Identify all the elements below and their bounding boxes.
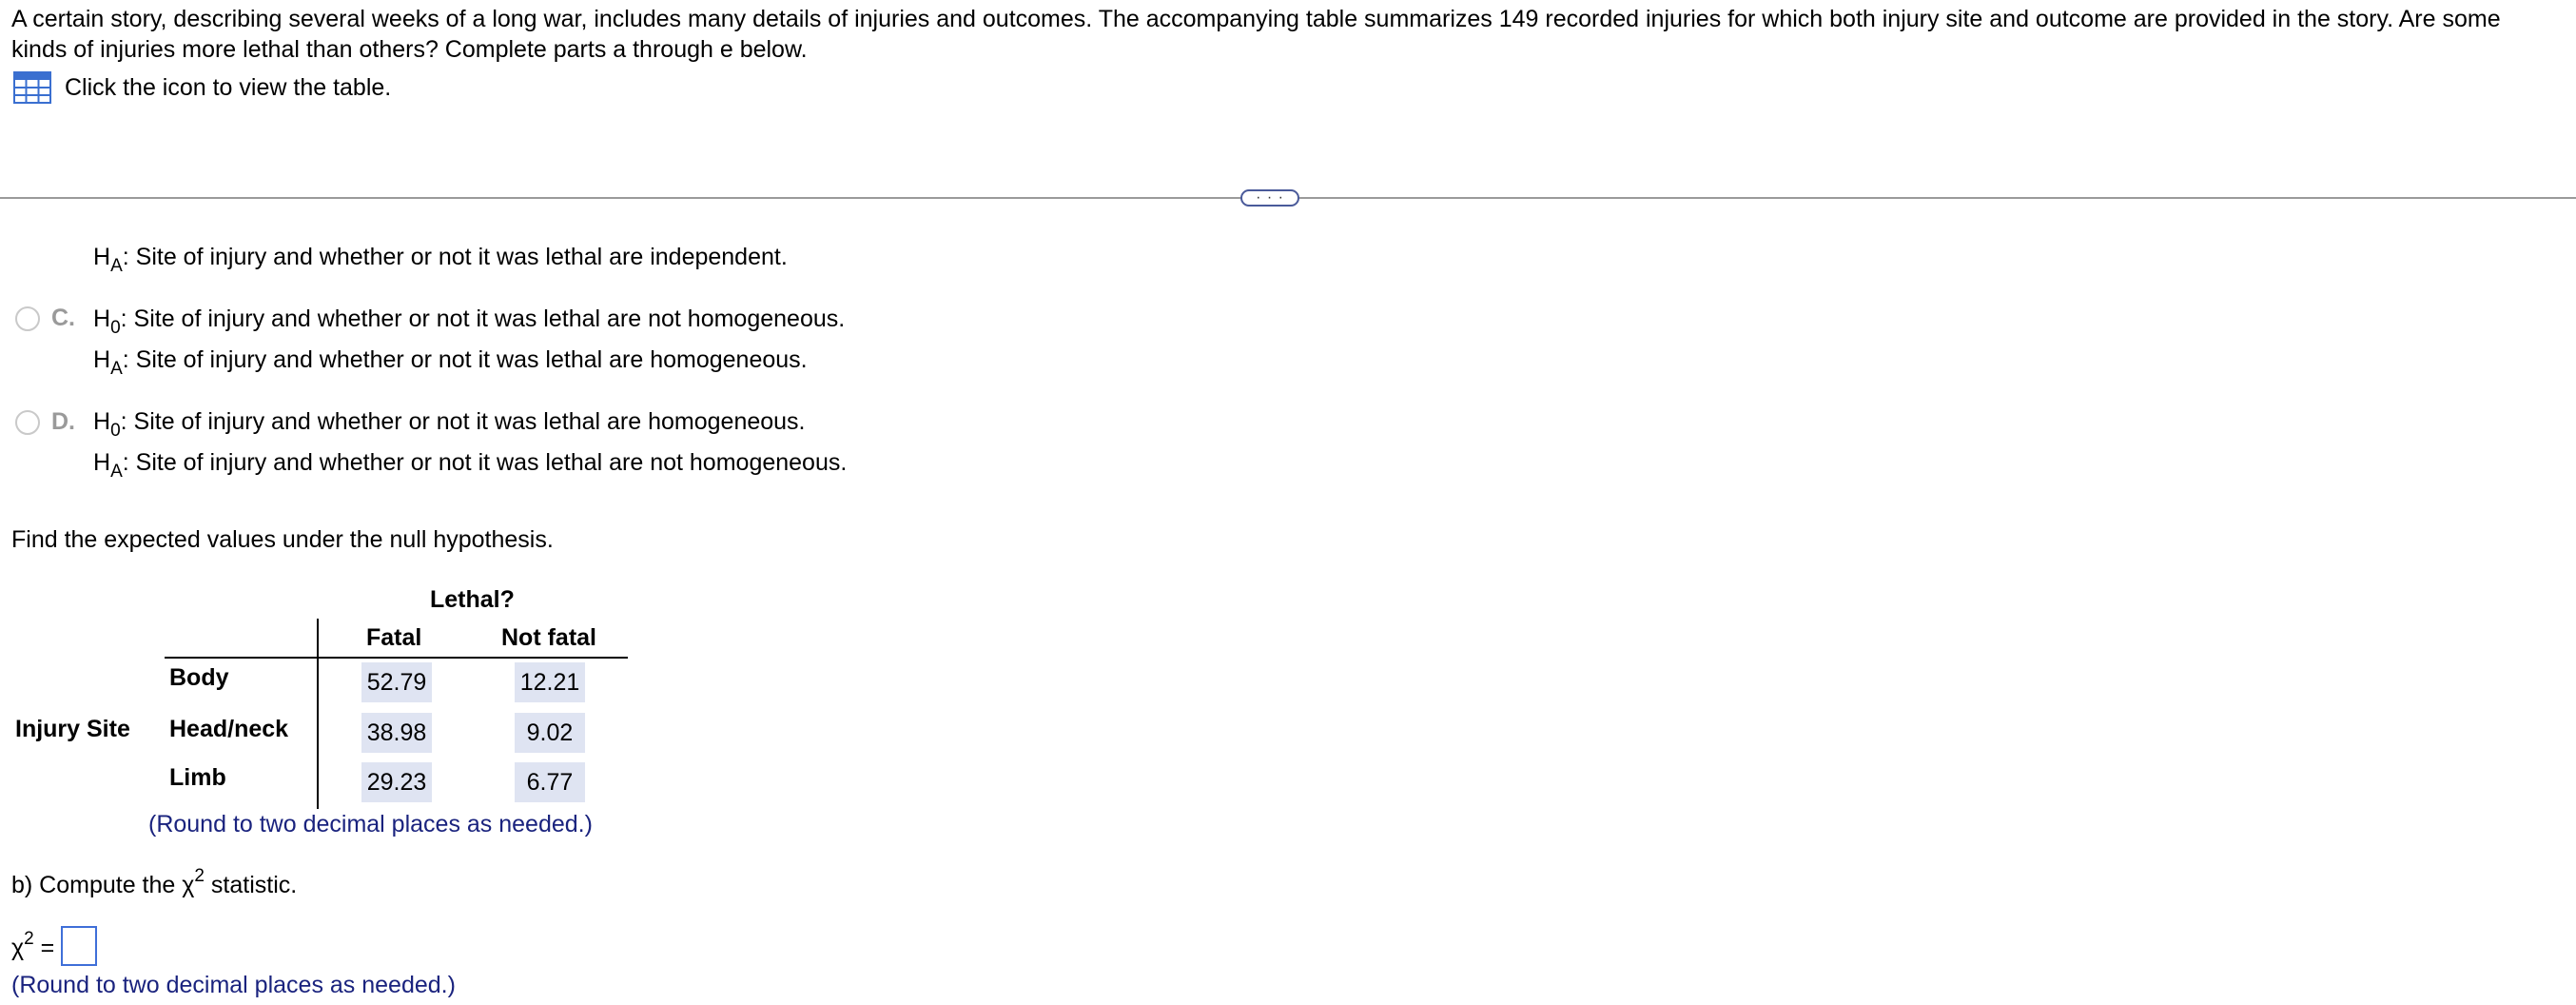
option-d-h0[interactable] xyxy=(93,406,806,441)
hypothesis-text: : Site of injury and whether or not it was lethal are independent. xyxy=(122,244,788,270)
expected-body-fatal[interactable]: 52.79 xyxy=(361,662,432,702)
hypothesis-symbol: H xyxy=(93,408,111,435)
chi-square-label xyxy=(11,929,55,963)
chi-exponent: 2 xyxy=(24,929,34,949)
expected-head-neck-fatal[interactable]: 38.98 xyxy=(361,713,432,753)
column-header-not-fatal: Not fatal xyxy=(501,624,596,651)
hypothesis-symbol: H xyxy=(93,449,111,476)
more-button[interactable]: · · · xyxy=(1240,189,1299,207)
option-d-letter[interactable]: D. xyxy=(51,408,75,435)
part-b-prefix: b) Compute the xyxy=(11,872,183,898)
hypothesis-subscript: A xyxy=(110,256,123,276)
table-vertical-rule xyxy=(317,619,319,809)
row-label-limb: Limb xyxy=(169,764,226,791)
hypothesis-subscript: A xyxy=(110,462,123,482)
hypothesis-symbol: H xyxy=(93,244,111,270)
table-horizontal-rule xyxy=(165,657,628,659)
hypothesis-text: : Site of injury and whether or not it was lethal are homogeneous. xyxy=(122,346,808,373)
hypothesis-subscript: 0 xyxy=(110,421,121,441)
option-d-radio[interactable] xyxy=(15,410,40,435)
round-hint-table: (Round to two decimal places as needed.) xyxy=(148,811,593,838)
part-b-suffix: statistic. xyxy=(204,872,298,898)
hypothesis-text: : Site of injury and whether or not it was lethal are not homogeneous. xyxy=(120,305,846,332)
hypothesis-text: : Site of injury and whether or not it was lethal are homogeneous. xyxy=(120,408,806,435)
option-c-ha[interactable] xyxy=(93,345,808,379)
row-label-body: Body xyxy=(169,664,229,691)
column-header-fatal: Fatal xyxy=(366,624,422,651)
expected-limb-not-fatal[interactable]: 6.77 xyxy=(515,762,585,802)
row-label-head-neck: Head/neck xyxy=(169,716,289,742)
row-group-header: Injury Site xyxy=(15,716,130,742)
equals-sign: = xyxy=(33,935,55,961)
option-c-h0[interactable] xyxy=(93,304,846,338)
hypothesis-subscript: A xyxy=(110,359,123,379)
chi-symbol: χ xyxy=(11,935,25,961)
chi-symbol: χ xyxy=(182,872,195,898)
expected-head-neck-not-fatal[interactable]: 9.02 xyxy=(515,713,585,753)
option-c-letter[interactable]: C. xyxy=(51,305,75,331)
hypothesis-text: : Site of injury and whether or not it was lethal are not homogeneous. xyxy=(122,449,848,476)
expected-limb-fatal[interactable]: 29.23 xyxy=(361,762,432,802)
part-b-prompt xyxy=(11,866,298,900)
chi-exponent: 2 xyxy=(194,866,205,886)
view-table-link[interactable] xyxy=(13,70,391,105)
option-c-radio[interactable] xyxy=(15,306,40,331)
option-b-ha xyxy=(93,242,788,276)
table-icon[interactable] xyxy=(13,71,51,104)
hypothesis-symbol: H xyxy=(93,346,111,373)
expected-values-prompt: Find the expected values under the null hypothesis. xyxy=(11,526,554,553)
chi-square-input[interactable] xyxy=(61,926,97,966)
question-text: A certain story, describing several weeks of a long war, includes many details of injuries and outcomes. The accompanying table summarizes 149 recorded injuries for which both injury site and outcome are provided in the story. Are some kinds of injuries more lethal than others? Complete parts a through e below. xyxy=(11,6,2501,63)
hypothesis-symbol: H xyxy=(93,305,111,332)
round-hint-chi: (Round to two decimal places as needed.) xyxy=(11,972,456,998)
view-table-label: Click the icon to view the table. xyxy=(65,74,392,101)
hypothesis-subscript: 0 xyxy=(110,318,121,338)
column-group-header: Lethal? xyxy=(430,586,515,613)
expected-body-not-fatal[interactable]: 12.21 xyxy=(515,662,585,702)
option-d-ha[interactable] xyxy=(93,447,848,482)
